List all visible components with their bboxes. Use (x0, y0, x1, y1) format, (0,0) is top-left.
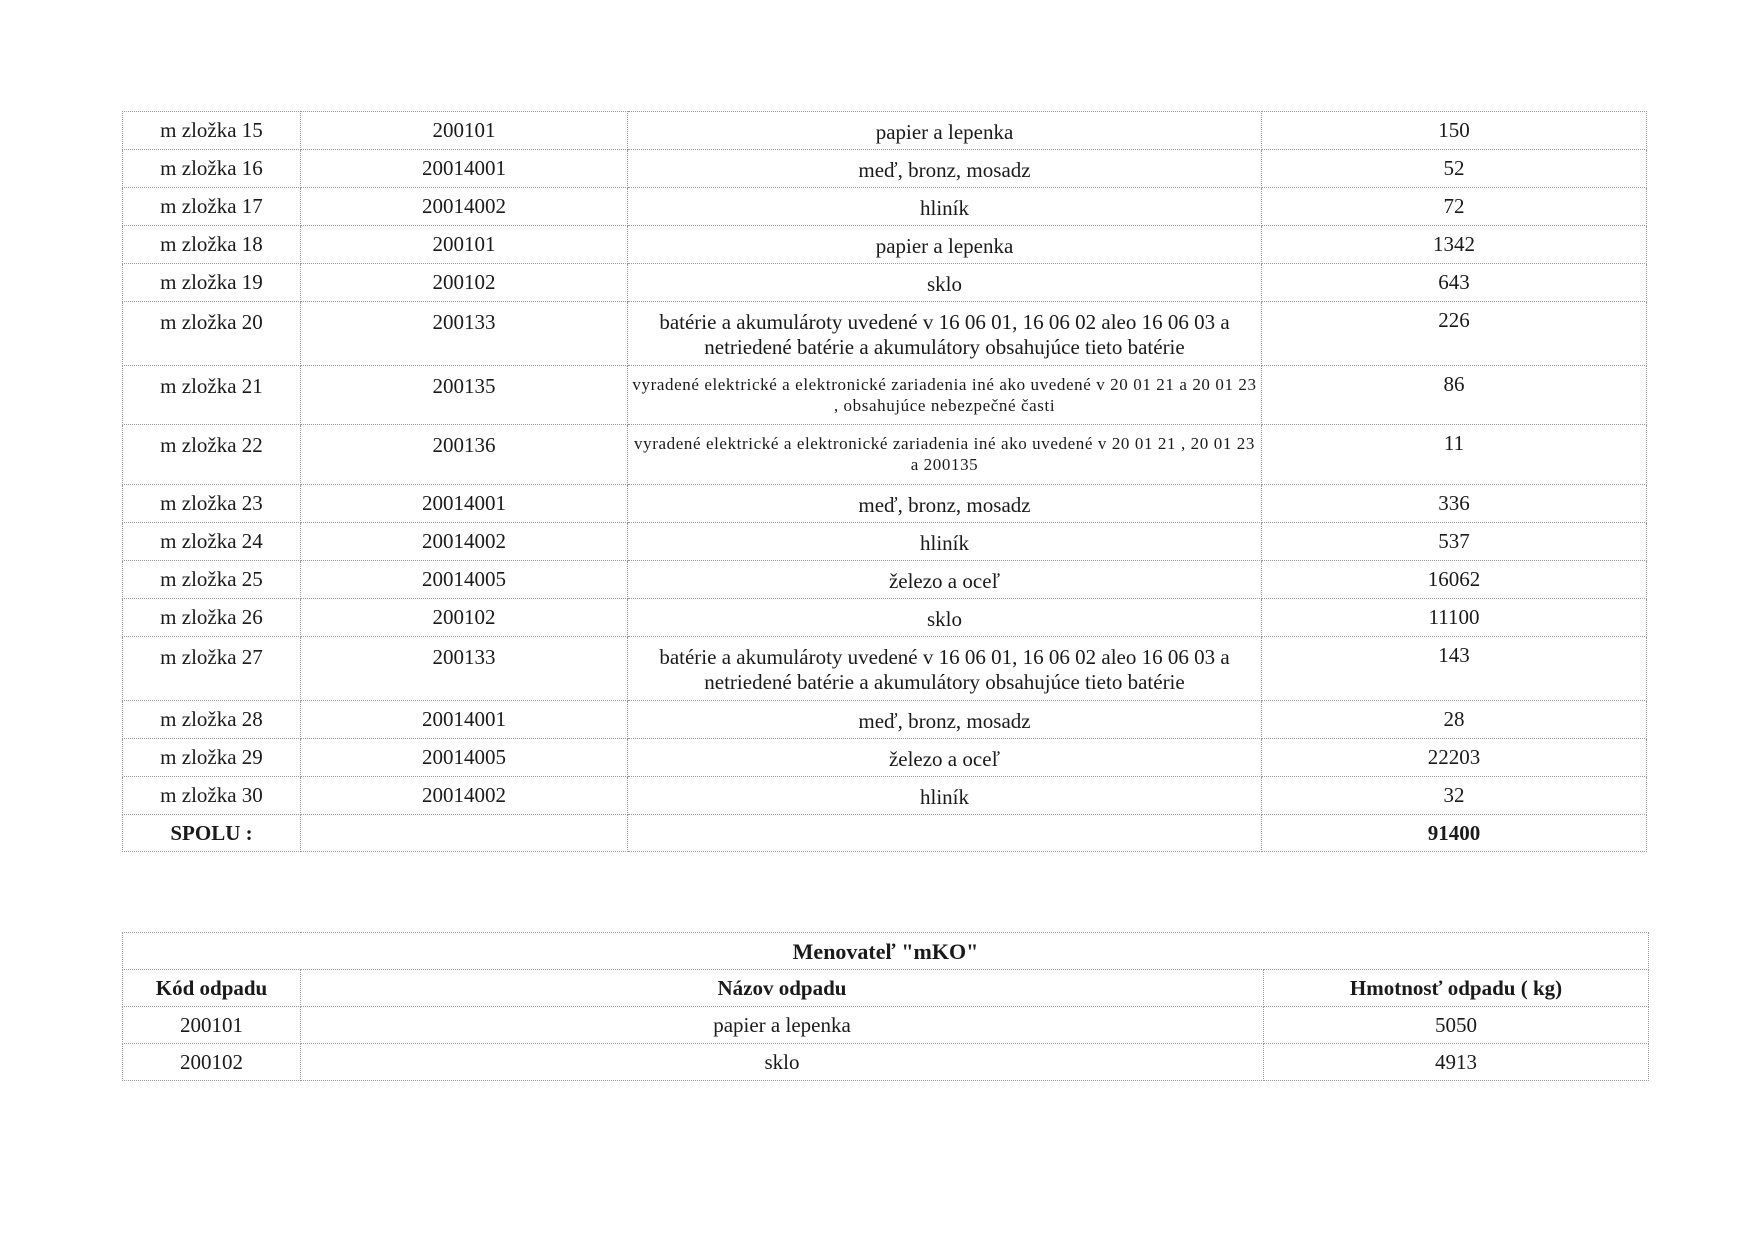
waste-weight: 72 (1262, 188, 1647, 226)
table-row (123, 366, 1647, 425)
waste-code: 20014005 (301, 739, 628, 777)
waste-code: 200135 (301, 366, 628, 425)
table-title-row (123, 933, 1649, 970)
waste-code: 200101 (123, 1007, 301, 1044)
waste-name: sklo (628, 264, 1262, 302)
waste-name: papier a lepenka (628, 226, 1262, 264)
total-empty-cell (628, 815, 1262, 852)
waste-weight: 4913 (1264, 1044, 1649, 1081)
waste-code: 200102 (301, 264, 628, 302)
component-label: m zložka 26 (123, 599, 301, 637)
table-row (123, 264, 1647, 302)
waste-code: 200133 (301, 302, 628, 366)
waste-weight: 5050 (1264, 1007, 1649, 1044)
denominator-table (122, 932, 1649, 1081)
waste-code: 200101 (301, 112, 628, 150)
table-header-row (123, 970, 1649, 1007)
waste-code: 20014005 (301, 561, 628, 599)
table-row (123, 523, 1647, 561)
waste-weight: 150 (1262, 112, 1647, 150)
table-row (123, 637, 1647, 701)
waste-weight: 32 (1262, 777, 1647, 815)
table-row (123, 485, 1647, 523)
component-label: m zložka 18 (123, 226, 301, 264)
component-label: m zložka 22 (123, 425, 301, 485)
table-row (123, 226, 1647, 264)
waste-weight: 143 (1262, 637, 1647, 701)
waste-weight: 22203 (1262, 739, 1647, 777)
component-label: m zložka 23 (123, 485, 301, 523)
waste-weight: 11100 (1262, 599, 1647, 637)
waste-name: železo a oceľ (628, 739, 1262, 777)
component-label: m zložka 27 (123, 637, 301, 701)
waste-name: vyradené elektrické a elektronické zariadenia iné ako uvedené v 20 01 21 , 20 01 23 a 200135 (628, 425, 1262, 485)
component-label: m zložka 28 (123, 701, 301, 739)
waste-code: 200102 (301, 599, 628, 637)
table-row (123, 425, 1647, 485)
waste-name: hliník (628, 777, 1262, 815)
waste-code: 200133 (301, 637, 628, 701)
waste-weight: 28 (1262, 701, 1647, 739)
waste-name: meď, bronz, mosadz (628, 485, 1262, 523)
waste-name: hliník (628, 188, 1262, 226)
waste-name: meď, bronz, mosadz (628, 701, 1262, 739)
table-row (123, 599, 1647, 637)
component-label: m zložka 25 (123, 561, 301, 599)
header-name: Názov odpadu (301, 970, 1264, 1007)
waste-name: železo a oceľ (628, 561, 1262, 599)
component-label: m zložka 16 (123, 150, 301, 188)
table-row (123, 701, 1647, 739)
header-weight: Hmotnosť odpadu ( kg) (1264, 970, 1649, 1007)
total-row (123, 815, 1647, 852)
waste-code: 200136 (301, 425, 628, 485)
component-label: m zložka 19 (123, 264, 301, 302)
waste-weight: 226 (1262, 302, 1647, 366)
waste-name: sklo (301, 1044, 1264, 1081)
table-row (123, 302, 1647, 366)
waste-code: 200102 (123, 1044, 301, 1081)
waste-components-table (122, 111, 1647, 852)
component-label: m zložka 20 (123, 302, 301, 366)
waste-name: sklo (628, 599, 1262, 637)
waste-name: meď, bronz, mosadz (628, 150, 1262, 188)
waste-code: 20014001 (301, 701, 628, 739)
header-code: Kód odpadu (123, 970, 301, 1007)
waste-code: 20014001 (301, 150, 628, 188)
waste-weight: 11 (1262, 425, 1647, 485)
waste-code: 200101 (301, 226, 628, 264)
waste-weight: 16062 (1262, 561, 1647, 599)
component-label: m zložka 30 (123, 777, 301, 815)
waste-name: papier a lepenka (628, 112, 1262, 150)
table-row (123, 1007, 1649, 1044)
waste-weight: 1342 (1262, 226, 1647, 264)
waste-weight: 643 (1262, 264, 1647, 302)
table-row (123, 561, 1647, 599)
waste-code: 20014002 (301, 188, 628, 226)
waste-weight: 52 (1262, 150, 1647, 188)
component-label: m zložka 21 (123, 366, 301, 425)
table-title: Menovateľ "mKO" (123, 933, 1649, 970)
table-row (123, 1044, 1649, 1081)
table-row (123, 150, 1647, 188)
table-row (123, 777, 1647, 815)
waste-name: hliník (628, 523, 1262, 561)
table-row (123, 188, 1647, 226)
total-label: SPOLU : (123, 815, 301, 852)
component-label: m zložka 24 (123, 523, 301, 561)
waste-code: 20014001 (301, 485, 628, 523)
total-empty-cell (301, 815, 628, 852)
component-label: m zložka 15 (123, 112, 301, 150)
waste-weight: 86 (1262, 366, 1647, 425)
waste-weight: 537 (1262, 523, 1647, 561)
table-row (123, 739, 1647, 777)
waste-weight: 336 (1262, 485, 1647, 523)
waste-name: batérie a akumulároty uvedené v 16 06 01, 16 06 02 aleo 16 06 03 a netriedené batérie a akumulátory obsahujúce tieto batérie (628, 637, 1262, 701)
waste-code: 20014002 (301, 523, 628, 561)
waste-code: 20014002 (301, 777, 628, 815)
waste-name: papier a lepenka (301, 1007, 1264, 1044)
total-weight: 91400 (1262, 815, 1647, 852)
waste-name: vyradené elektrické a elektronické zariadenia iné ako uvedené v 20 01 21 a 20 01 23 , obsahujúce nebezpečné časti (628, 366, 1262, 425)
waste-name: batérie a akumulároty uvedené v 16 06 01, 16 06 02 aleo 16 06 03 a netriedené batérie a akumulátory obsahujúce tieto batérie (628, 302, 1262, 366)
component-label: m zložka 29 (123, 739, 301, 777)
component-label: m zložka 17 (123, 188, 301, 226)
table-row (123, 112, 1647, 150)
